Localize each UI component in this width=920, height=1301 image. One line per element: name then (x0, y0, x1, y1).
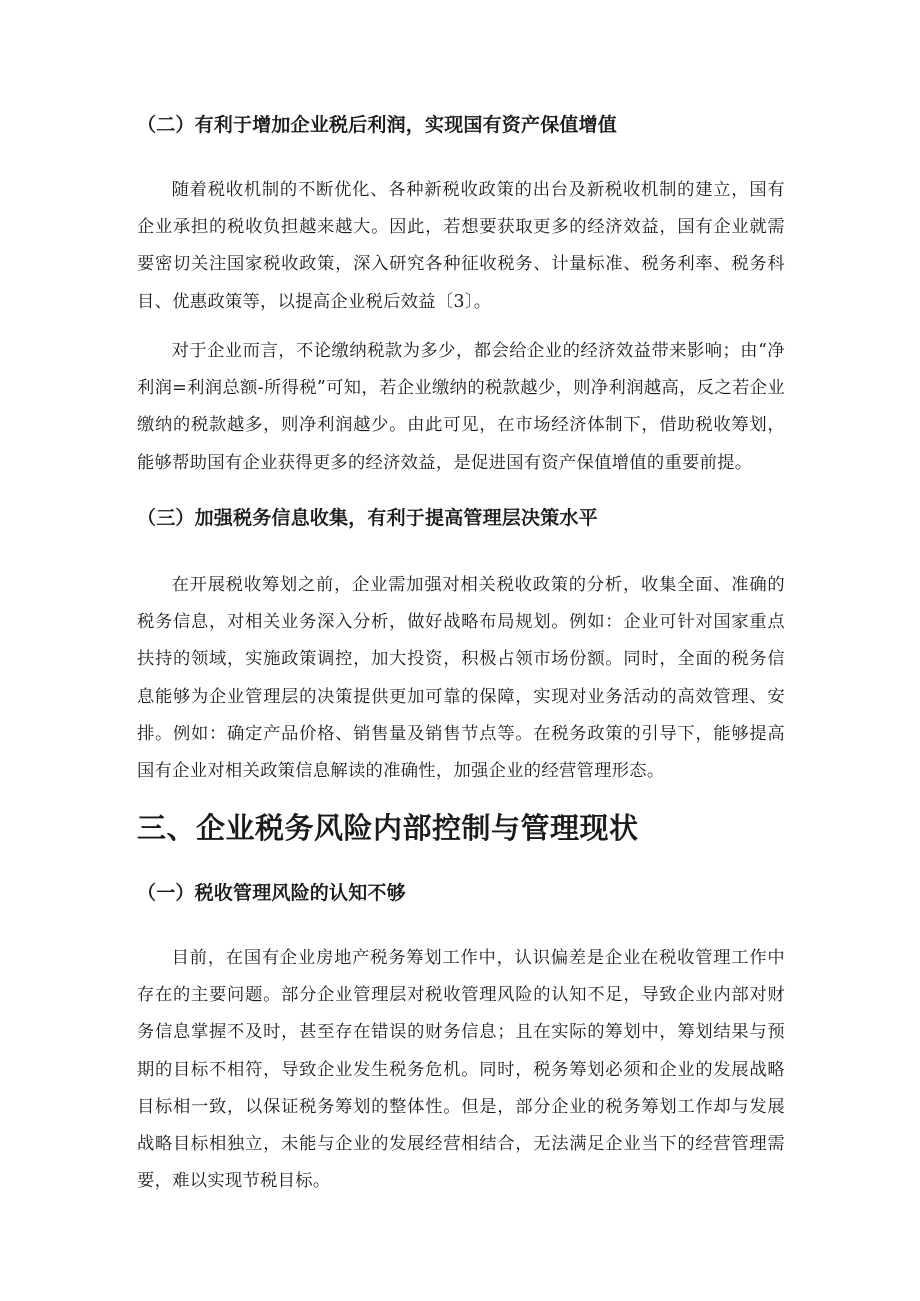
paragraph-tax-information: 在开展税收筹划之前，企业需加强对相关税收政策的分析，收集全面、准确的税务信息，对相关业务深入分析，做好战略布局规划。例如：企业可针对国家重点扶持的领域，实施政策调控，加大投资，积极占领市场份额。同时，全面的税务信息能够为企业管理层的决策提供更加可靠的保障，实现对业务活动的高效管理、安排。例如：确定产品价格、销售量及销售节点等。在税务政策的引导下，能够提高国有企业对相关政策信息解读的准确性，加强企业的经营管理形态。 (137, 575, 785, 782)
paragraph-tax-burden: 随着税收机制的不断优化、各种新税收政策的出台及新税收机制的建立，国有企业承担的税收负担越来越大。因此，若想要获取更多的经济效益，国有企业就需要密切关注国家税收政策，深入研究各种征收税务、计量标准、税务利率、税务科目、优惠政策等，以提高企业税后效益〔3〕。 (137, 180, 785, 312)
chapter-heading-3: 三、企业税务风险内部控制与管理现状 (137, 811, 639, 845)
section-heading-3-1: （一）税收管理风险的认知不够 (137, 882, 406, 904)
paragraph-risk-awareness: 目前，在国有企业房地产税务筹划工作中，认识偏差是企业在税收管理工作中存在的主要问题。部分企业管理层对税收管理风险的认知不足，导致企业内部对财务信息掌握不及时，甚至存在错误的财务信息；且在实际的筹划中，筹划结果与预期的目标不相符，导致企业发生税务危机。同时，税务筹划必须和企业的发展战略目标相一致，以保证税务筹划的整体性。但是，部分企业的税务筹划工作却与发展战略目标相独立，未能与企业的发展经营相结合，无法满足企业当下的经营管理需要，难以实现节税目标。 (137, 948, 785, 1192)
section-heading-3: （三）加强税务信息收集，有利于提高管理层决策水平 (137, 507, 598, 529)
section-heading-2: （二）有利于增加企业税后利润，实现国有资产保值增值 (137, 114, 618, 136)
paragraph-net-profit: 对于企业而言，不论缴纳税款为多少，都会给企业的经济效益带来影响；由“净利润=利润总额-所得税”可知，若企业缴纳的税款越少，则净利润越高，反之若企业缴纳的税款越多，则净利润越少。由此可见，在市场经济体制下，借助税收筹划，能够帮助国有企业获得更多的经济效益，是促进国有资产保值增值的重要前提。 (137, 341, 785, 473)
